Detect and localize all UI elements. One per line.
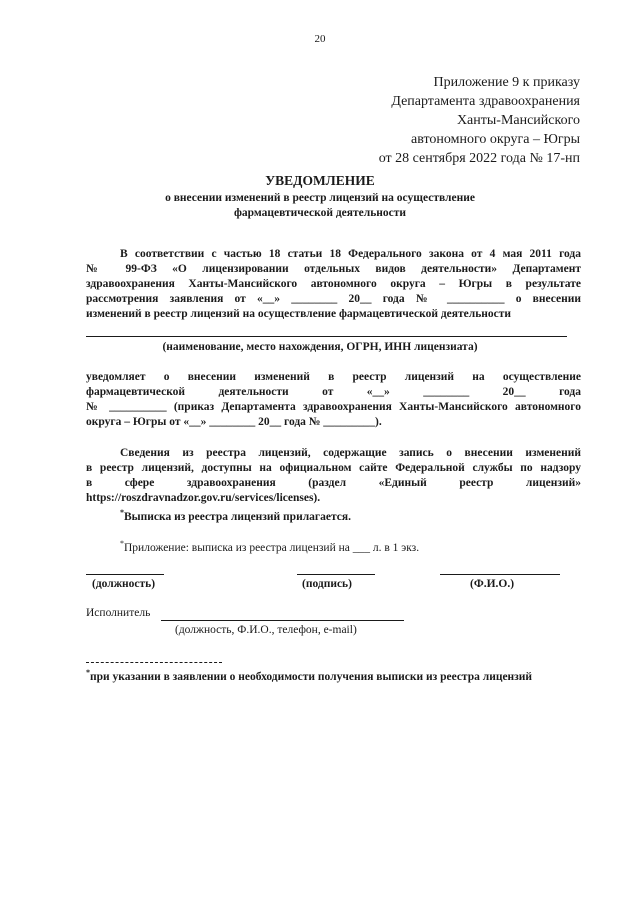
paragraph-1-line-2: № 99-ФЗ «О лицензировании отдельных видов деятельности» Департамент bbox=[86, 263, 581, 275]
paragraph-3-line-1: Сведения из реестра лицензий, содержащие запись о внесении изменений bbox=[120, 447, 581, 459]
appendix-header bbox=[379, 73, 580, 168]
attachment-text: Приложение: выписка из реестра лицензий на ___ л. в 1 экз. bbox=[124, 541, 420, 554]
signature-blank-line bbox=[297, 574, 375, 575]
document-subtitle bbox=[0, 191, 640, 221]
subtitle-line-2: фармацевтической деятельности bbox=[233, 207, 407, 219]
paragraph-2-line-3: № __________ (приказ Департамента здравоохранения Ханты-Мансийского автономного bbox=[86, 401, 581, 413]
executor-label: Исполнитель bbox=[86, 607, 151, 619]
appendix-line-4: автономного округа – Югры bbox=[411, 132, 580, 147]
position-caption: (должность) bbox=[92, 578, 156, 590]
footnote bbox=[86, 668, 532, 683]
paragraph-2-line-1: уведомляет о внесении изменений в реестр лицензий на осуществление bbox=[86, 371, 581, 383]
appendix-line-5: от 28 сентября 2022 года № 17-нп bbox=[378, 151, 580, 166]
paragraph-1-line-3: здравоохранения Ханты-Мансийского автономного округа – Югры в результате bbox=[86, 278, 581, 290]
page-number: 20 bbox=[314, 33, 326, 45]
extract-note bbox=[120, 505, 351, 525]
licensee-blank-line bbox=[86, 336, 567, 337]
executor-blank-line bbox=[161, 620, 404, 621]
footnote-text: при указании в заявлении о необходимости получения выписки из реестра лицензий bbox=[90, 670, 533, 683]
name-caption: (Ф.И.О.) bbox=[470, 578, 515, 590]
signature-caption: (подпись) bbox=[302, 578, 352, 590]
paragraph-3-line-2: в реестр лицензий, доступны на официальном сайте Федеральной службы по надзору bbox=[86, 462, 581, 474]
paragraph-1-line-5: изменений в реестр лицензий на осуществление фармацевтической деятельности bbox=[86, 308, 512, 320]
attachment-line bbox=[120, 536, 419, 556]
footnote-asterisk: * bbox=[86, 668, 90, 677]
paragraph-3-line-3: в сфере здравоохранения (раздел «Единый реестр лицензий» bbox=[86, 477, 581, 489]
paragraph-1 bbox=[86, 247, 581, 322]
appendix-line-3: Ханты-Мансийского bbox=[456, 113, 580, 128]
extract-note-asterisk: * bbox=[120, 508, 124, 517]
appendix-line-1: Приложение 9 к приказу bbox=[433, 75, 580, 90]
position-blank-line bbox=[86, 574, 164, 575]
appendix-line-2: Департамента здравоохранения bbox=[391, 94, 580, 109]
paragraph-2-line-4: округа – Югры от «__» ________ 20__ года № _________). bbox=[86, 416, 382, 428]
subtitle-line-1: о внесении изменений в реестр лицензий на осуществление bbox=[165, 192, 475, 204]
paragraph-1-line-1: В соответствии с частью 18 статьи 18 Федерального закона от 4 мая 2011 года bbox=[120, 248, 581, 260]
executor-caption: (должность, Ф.И.О., телефон, e-mail) bbox=[175, 624, 357, 636]
paragraph-2 bbox=[86, 370, 581, 430]
paragraph-2-line-2: фармацевтической деятельности от «__» ________ 20__ года bbox=[86, 386, 581, 398]
paragraph-3 bbox=[86, 446, 581, 506]
name-blank-line bbox=[440, 574, 560, 575]
attachment-asterisk: * bbox=[120, 539, 124, 548]
extract-note-text: Выписка из реестра лицензий прилагается. bbox=[124, 510, 351, 523]
paragraph-3-line-4: https://roszdravnadzor.gov.ru/services/licenses). bbox=[86, 492, 321, 504]
paragraph-1-line-4: рассмотрения заявления от «__» ________ 20__ года № __________ о внесении bbox=[86, 293, 581, 305]
document-title: УВЕДОМЛЕНИЕ bbox=[265, 173, 375, 188]
licensee-caption: (наименование, место нахождения, ОГРН, ИНН лицензиата) bbox=[162, 341, 478, 353]
footnote-separator bbox=[86, 662, 222, 663]
